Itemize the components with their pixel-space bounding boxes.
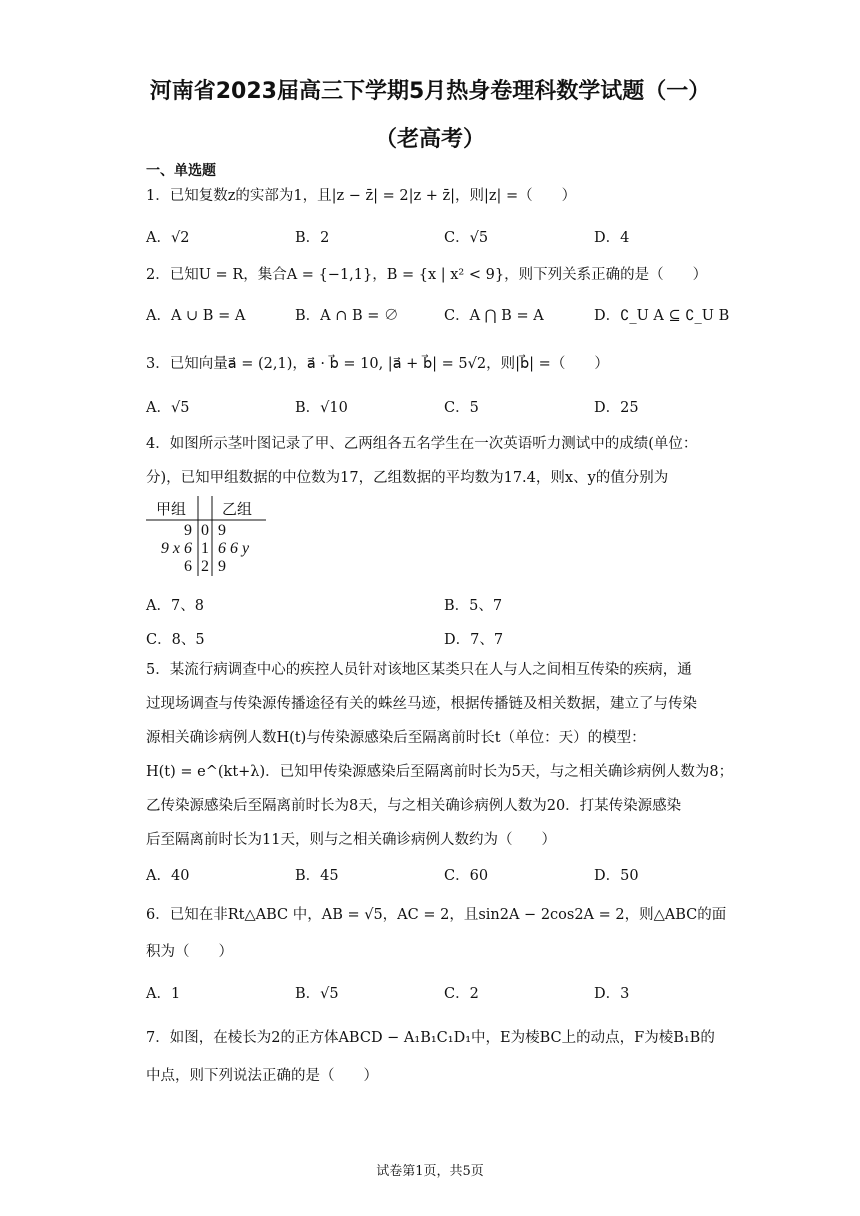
section-heading: 一、单选题 bbox=[146, 163, 216, 179]
stem-leaf-row-1-right: 9 bbox=[218, 522, 226, 539]
question-1-option-b: B．2 bbox=[295, 230, 330, 246]
question-2-option-a: A．A ∪ B = A bbox=[146, 308, 246, 324]
page-title: 河南省2023届高三下学期5月热身卷理科数学试题（一） bbox=[149, 79, 711, 104]
stem-leaf-row-1-left: 9 bbox=[184, 522, 192, 539]
question-5-option-a: A．40 bbox=[146, 868, 190, 884]
stem-leaf-row-2-stem: 1 bbox=[201, 540, 209, 557]
question-3-option-a: A．√5 bbox=[146, 400, 190, 416]
question-1-stem: 1．已知复数z的实部为1，且|z − z̄| = 2|z + z̄|，则|z| =（ ） bbox=[146, 188, 577, 204]
question-4-stem-line-2: 分)，已知甲组数据的中位数为17，乙组数据的平均数为17.4，则x、y的值分别为 bbox=[146, 470, 669, 486]
question-6-stem-line-1: 6．已知在非Rt△ABC 中，AB = √5，AC = 2，且sin2A − 2cos2A = 2，则△ABC的面 bbox=[146, 907, 727, 923]
question-1-option-a: A．√2 bbox=[146, 230, 190, 246]
stem-leaf-row-2-right: 6 6 y bbox=[218, 540, 250, 557]
question-1-option-d: D．4 bbox=[594, 230, 630, 246]
question-6-option-d: D．3 bbox=[594, 986, 630, 1002]
question-4-option-b: B．5、7 bbox=[444, 598, 503, 614]
question-6-option-c: C．2 bbox=[444, 986, 479, 1002]
stem-leaf-row-1-stem: 0 bbox=[201, 522, 209, 539]
question-4-stem-line-1: 4．如图所示茎叶图记录了甲、乙两组各五名学生在一次英语听力测试中的成绩(单位： bbox=[146, 436, 698, 452]
question-3-option-c: C．5 bbox=[444, 400, 479, 416]
question-6-option-b: B．√5 bbox=[295, 986, 339, 1002]
question-3-option-d: D．25 bbox=[594, 400, 639, 416]
question-6-stem-line-2: 积为（ ） bbox=[146, 944, 233, 960]
question-5-stem-line-2: 过现场调查与传染源传播途径有关的蛛丝马迹，根据传播链及相关数据，建立了与传染 bbox=[146, 696, 697, 712]
question-6-option-a: A．1 bbox=[146, 986, 181, 1002]
question-2-option-c: C．A ⋂ B = A bbox=[444, 308, 544, 324]
stem-leaf-plot bbox=[146, 496, 268, 578]
question-5-option-d: D．50 bbox=[594, 868, 639, 884]
question-5-stem-line-3: 源相关确诊病例人数H(t)与传染源感染后至隔离前时长t（单位：天）的模型： bbox=[146, 730, 646, 746]
question-4-option-a: A．7、8 bbox=[146, 598, 204, 614]
question-2-option-b: B．A ∩ B = ∅ bbox=[295, 308, 399, 324]
question-5-stem-line-6: 后至隔离前时长为11天，则与之相关确诊病例人数约为（ ） bbox=[146, 832, 556, 848]
stem-leaf-row-3-stem: 2 bbox=[201, 558, 209, 575]
question-2-stem: 2．已知U = R，集合A = {−1,1}，B = {x | x² < 9}，则下列关系正确的是（ ） bbox=[146, 267, 708, 283]
question-5-stem-line-4: H(t) = e^(kt+λ)．已知甲传染源感染后至隔离前时长为5天，与之相关确诊病例人数为8； bbox=[146, 764, 734, 780]
stem-leaf-row-2-left: 9 x 6 bbox=[160, 540, 192, 557]
question-1-option-c: C．√5 bbox=[444, 230, 489, 246]
question-7-stem-line-1: 7．如图，在棱长为2的正方体ABCD − A₁B₁C₁D₁中，E为棱BC上的动点，F为棱B₁B的 bbox=[146, 1030, 715, 1046]
question-5-stem-line-1: 5．某流行病调查中心的疾控人员针对该地区某类只在人与人之间相互传染的疾病，通 bbox=[146, 662, 692, 678]
stem-leaf-row-3-right: 9 bbox=[218, 558, 226, 575]
question-3-stem: 3．已知向量a⃗ = (2,1)，a⃗ · b⃗ = 10, |a⃗ + b⃗| = 5√2，则|b⃗| =（ ） bbox=[146, 356, 609, 372]
question-4-option-d: D．7、7 bbox=[444, 632, 504, 648]
question-5-stem-line-5: 乙传染源感染后至隔离前时长为8天，与之相关确诊病例人数为20．打某传染源感染 bbox=[146, 798, 682, 814]
question-4-option-c: C．8、5 bbox=[146, 632, 205, 648]
page-footer: 试卷第1页，共5页 bbox=[376, 1164, 484, 1179]
question-3-option-b: B．√10 bbox=[295, 400, 348, 416]
stem-leaf-header-left: 甲组 bbox=[156, 500, 187, 518]
stem-leaf-header-right: 乙组 bbox=[222, 500, 253, 518]
page-subtitle: （老高考） bbox=[374, 127, 485, 152]
question-5-option-b: B．45 bbox=[295, 868, 339, 884]
stem-leaf-row-3-left: 6 bbox=[184, 558, 192, 575]
question-5-option-c: C．60 bbox=[444, 868, 489, 884]
question-2-option-d: D．∁_U A ⊆ ∁_U B bbox=[594, 308, 730, 324]
question-7-stem-line-2: 中点，则下列说法正确的是（ ） bbox=[146, 1068, 378, 1084]
